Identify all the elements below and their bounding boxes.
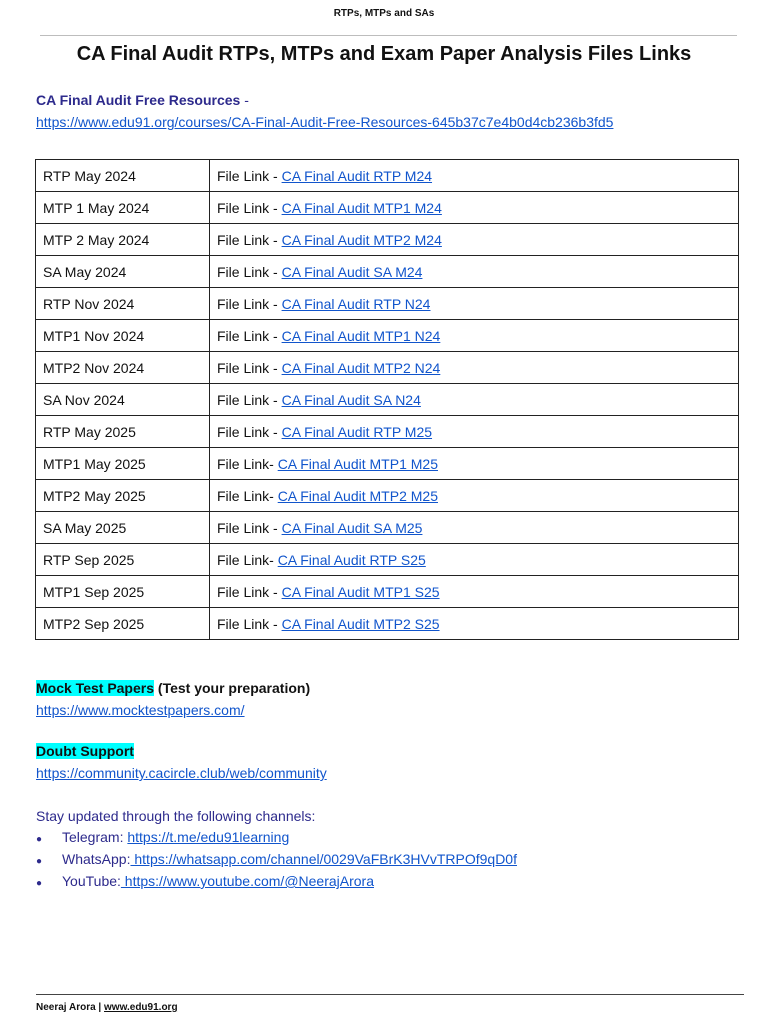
table-row	[36, 512, 739, 544]
telegram-link[interactable]: https://t.me/edu91learning	[127, 829, 290, 845]
file-link[interactable]: CA Final Audit SA M24	[281, 263, 423, 280]
paper-name-cell: SA May 2024	[36, 256, 210, 288]
file-link[interactable]: CA Final Audit MTP1 M24	[281, 199, 442, 216]
file-link[interactable]: CA Final Audit MTP2 N24	[281, 359, 441, 376]
channel-item-youtube	[36, 871, 517, 893]
file-link-prefix: File Link -	[217, 615, 282, 632]
paper-name-cell: SA May 2025	[36, 512, 210, 544]
paper-name-cell: RTP May 2024	[36, 160, 210, 192]
file-link[interactable]: CA Final Audit MTP2 M24	[281, 231, 442, 248]
file-link[interactable]: CA Final Audit SA N24	[281, 391, 421, 408]
doubt-support-highlight: Doubt Support	[36, 743, 134, 759]
file-link-prefix: File Link -	[217, 263, 282, 280]
table-row	[36, 320, 739, 352]
file-link-cell	[210, 512, 739, 544]
mock-test-link[interactable]: https://www.mocktestpapers.com/	[36, 702, 245, 718]
file-link-cell	[210, 224, 739, 256]
file-link[interactable]: CA Final Audit MTP1 N24	[281, 327, 441, 344]
mock-test-heading	[36, 680, 310, 696]
file-link-prefix: File Link -	[217, 359, 282, 376]
paper-name-cell: MTP1 Nov 2024	[36, 320, 210, 352]
channels-intro: Stay updated through the following channels:	[36, 808, 316, 824]
file-link-prefix: File Link-	[217, 551, 278, 568]
table-row	[36, 416, 739, 448]
free-resources-heading	[36, 92, 249, 108]
table-row	[36, 544, 739, 576]
free-resources-label: CA Final Audit Free Resources	[36, 92, 241, 108]
page-footer	[36, 1002, 178, 1013]
file-link-prefix: File Link -	[217, 519, 282, 536]
file-link-prefix: File Link -	[217, 391, 282, 408]
file-link-cell	[210, 448, 739, 480]
footer-author: Neeraj Arora |	[36, 1002, 105, 1013]
file-link[interactable]: CA Final Audit SA M25	[281, 519, 423, 536]
table-row	[36, 576, 739, 608]
file-link-prefix: File Link -	[217, 199, 282, 216]
file-link-cell	[210, 160, 739, 192]
mock-test-highlight: Mock Test Papers	[36, 680, 155, 696]
file-link-cell	[210, 320, 739, 352]
document-title: CA Final Audit RTPs, MTPs and Exam Paper Analysis Files Links	[76, 43, 692, 65]
paper-name-cell: RTP May 2025	[36, 416, 210, 448]
file-links-table	[35, 159, 739, 640]
bullet-icon: ●	[36, 856, 43, 867]
bullet-icon: ●	[36, 878, 43, 889]
paper-name-cell: MTP1 Sep 2025	[36, 576, 210, 608]
file-link-prefix: File Link -	[217, 295, 282, 312]
file-link-prefix: File Link -	[217, 167, 282, 184]
youtube-link[interactable]: https://www.youtube.com/@NeerajArora	[120, 873, 374, 889]
file-link[interactable]: CA Final Audit MTP1 S25	[281, 583, 440, 600]
file-link[interactable]: CA Final Audit RTP N24	[281, 295, 431, 312]
doubt-support-heading	[36, 743, 134, 759]
file-link[interactable]: CA Final Audit RTP S25	[277, 551, 426, 568]
file-link-cell	[210, 192, 739, 224]
paper-name-cell: MTP 2 May 2024	[36, 224, 210, 256]
table-row	[36, 224, 739, 256]
file-link-cell	[210, 480, 739, 512]
table-row	[36, 352, 739, 384]
channel-label: Telegram:	[62, 829, 128, 845]
whatsapp-link[interactable]: https://whatsapp.com/channel/0029VaFBrK3HVvTRPOf9qD0f	[130, 851, 517, 867]
file-link[interactable]: CA Final Audit RTP M25	[281, 423, 433, 440]
channel-label: WhatsApp:	[62, 851, 131, 867]
footer-divider	[36, 994, 744, 995]
free-resources-link[interactable]: https://www.edu91.org/courses/CA-Final-Audit-Free-Resources-645b37c7e4b0d4cb236b3fd5	[36, 114, 614, 130]
paper-name-cell: RTP Sep 2025	[36, 544, 210, 576]
file-link[interactable]: CA Final Audit RTP M24	[281, 167, 433, 184]
channel-item-telegram	[36, 827, 517, 849]
header-divider	[40, 35, 737, 36]
paper-name-cell: MTP2 May 2025	[36, 480, 210, 512]
running-header-title: RTPs, MTPs and SAs	[333, 8, 435, 19]
paper-name-cell: MTP2 Nov 2024	[36, 352, 210, 384]
table-row	[36, 288, 739, 320]
table-row	[36, 608, 739, 640]
bullet-icon: ●	[36, 834, 43, 845]
channel-label: YouTube:	[62, 873, 121, 889]
paper-name-cell: MTP1 May 2025	[36, 448, 210, 480]
table-row	[36, 448, 739, 480]
doubt-support-link[interactable]: https://community.cacircle.club/web/community	[36, 765, 327, 781]
paper-name-cell: RTP Nov 2024	[36, 288, 210, 320]
file-link-prefix: File Link -	[217, 583, 282, 600]
paper-name-cell: SA Nov 2024	[36, 384, 210, 416]
file-link-prefix: File Link-	[217, 455, 278, 472]
file-link[interactable]: CA Final Audit MTP1 M25	[277, 455, 438, 472]
table-row	[36, 384, 739, 416]
channels-list	[36, 827, 517, 893]
paper-name-cell: MTP 1 May 2024	[36, 192, 210, 224]
file-link-cell	[210, 384, 739, 416]
file-link-cell	[210, 544, 739, 576]
file-link-cell	[210, 288, 739, 320]
channel-item-whatsapp	[36, 849, 517, 871]
file-link-cell	[210, 416, 739, 448]
table-row	[36, 192, 739, 224]
file-link[interactable]: CA Final Audit MTP2 M25	[277, 487, 438, 504]
file-link-prefix: File Link-	[217, 487, 278, 504]
file-link-prefix: File Link -	[217, 327, 282, 344]
file-link-cell	[210, 608, 739, 640]
file-link-prefix: File Link -	[217, 231, 282, 248]
table-row	[36, 480, 739, 512]
file-link-prefix: File Link -	[217, 423, 282, 440]
file-link-cell	[210, 352, 739, 384]
table-row	[36, 256, 739, 288]
paper-name-cell: MTP2 Sep 2025	[36, 608, 210, 640]
file-link-cell	[210, 256, 739, 288]
footer-site-link[interactable]: www.edu91.org	[104, 1002, 178, 1013]
file-link-cell	[210, 576, 739, 608]
table-row	[36, 160, 739, 192]
free-resources-dash: -	[244, 92, 249, 108]
file-link[interactable]: CA Final Audit MTP2 S25	[281, 615, 440, 632]
mock-test-note: (Test your preparation)	[154, 680, 311, 696]
